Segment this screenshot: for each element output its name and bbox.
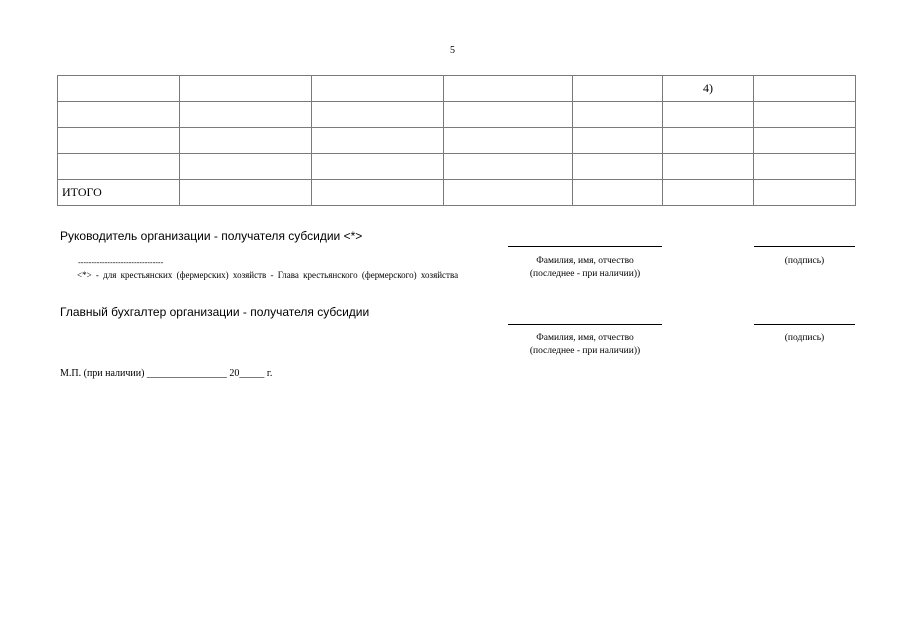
table-cell: [573, 76, 663, 102]
table-cell: [58, 128, 180, 154]
table-cell: [573, 102, 663, 128]
table-cell: [444, 76, 573, 102]
head-name-caption-line1: Фамилия, имя, отчество: [536, 256, 634, 266]
table-cell: [754, 76, 856, 102]
table-cell: [312, 102, 444, 128]
accountant-signature-line: [754, 324, 855, 325]
head-signature-title: Руководитель организации - получателя субсидии <*>: [60, 229, 363, 243]
table-cell: [663, 180, 754, 206]
table-cell: [444, 102, 573, 128]
table-cell: [312, 76, 444, 102]
table-cell: [58, 102, 180, 128]
accountant-name-line: [508, 324, 662, 325]
table-cell: [444, 128, 573, 154]
table-cell: [58, 154, 180, 180]
table-cell: [444, 180, 573, 206]
table-cell: [573, 154, 663, 180]
table-cell: [663, 102, 754, 128]
table-cell: [312, 128, 444, 154]
table-cell: [754, 154, 856, 180]
accountant-signature-caption: (подпись): [784, 333, 825, 343]
table-row: [58, 102, 856, 128]
table-cell: [312, 154, 444, 180]
head-signature-caption: (подпись): [784, 256, 825, 266]
stamp-date-line: М.П. (при наличии) ________________ 20_____ г.: [60, 368, 273, 379]
table-cell: [180, 180, 312, 206]
table-cell: [754, 180, 856, 206]
table-cell: 4): [663, 76, 754, 102]
table-row: [58, 76, 856, 102]
table-cell: [58, 76, 180, 102]
total-row: [58, 180, 856, 206]
table-cell: [573, 128, 663, 154]
table-cell: [754, 128, 856, 154]
table-cell: [444, 154, 573, 180]
table-cell: [663, 154, 754, 180]
head-name-caption-line2: (последнее - при наличии)): [529, 269, 641, 279]
table-row: [58, 154, 856, 180]
footnote-rule: --------------------------------: [78, 258, 164, 267]
table-cell: [180, 154, 312, 180]
accountant-signature-title: Главный бухгалтер организации - получателя субсидии: [60, 305, 370, 319]
accountant-name-caption-line2: (последнее - при наличии)): [529, 346, 641, 356]
table-cell: [180, 102, 312, 128]
table-cell: [312, 180, 444, 206]
head-name-caption: [500, 255, 670, 281]
table-cell: [180, 76, 312, 102]
page-number: 5: [450, 45, 455, 56]
accountant-name-caption: [500, 332, 670, 358]
table-cell: ИТОГО: [58, 180, 180, 206]
data-table: [57, 75, 856, 206]
footnote-text: <*> - для крестьянских (фермерских) хозяйств - Глава крестьянского (фермерского) хозяйства: [77, 270, 459, 280]
table-cell: [754, 102, 856, 128]
head-signature-line: [754, 246, 855, 247]
table-cell: [663, 128, 754, 154]
table-cell: [180, 128, 312, 154]
head-name-line: [508, 246, 662, 247]
table-cell: [573, 180, 663, 206]
accountant-name-caption-line1: Фамилия, имя, отчество: [536, 333, 634, 343]
table-row: [58, 128, 856, 154]
